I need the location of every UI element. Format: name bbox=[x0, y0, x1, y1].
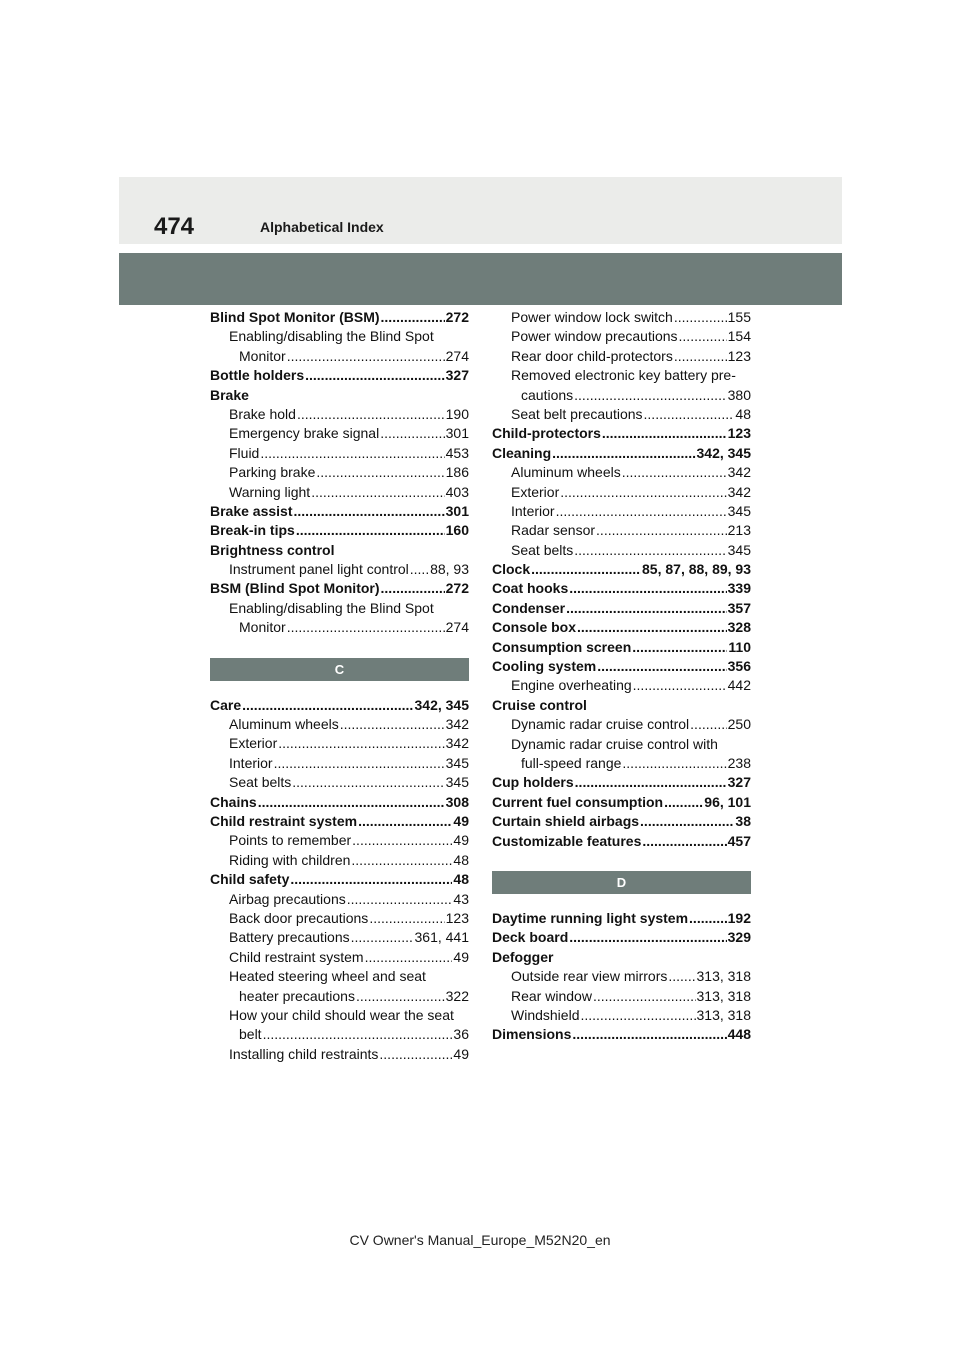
index-term: belt bbox=[239, 1026, 262, 1043]
index-entry bbox=[210, 444, 469, 463]
dot-leader bbox=[597, 657, 726, 676]
index-term: Care bbox=[210, 696, 242, 713]
page-ref[interactable]: 88, 93 bbox=[430, 561, 469, 578]
index-term: Brightness control bbox=[210, 541, 335, 558]
index-term: Instrument panel light control bbox=[229, 561, 409, 578]
index-term: Clock bbox=[492, 561, 531, 578]
dot-leader bbox=[311, 483, 444, 502]
index-entry bbox=[210, 308, 469, 327]
index-entry bbox=[210, 773, 469, 792]
index-term: Back door precautions bbox=[229, 909, 369, 926]
index-entry bbox=[492, 579, 751, 598]
dot-leader bbox=[572, 1025, 726, 1044]
index-term: Break-in tips bbox=[210, 522, 295, 539]
page-ref[interactable]: 329 bbox=[727, 929, 751, 946]
page-ref[interactable]: 250 bbox=[727, 716, 751, 733]
index-entry bbox=[492, 987, 751, 1006]
index-entry bbox=[210, 696, 469, 715]
dot-leader bbox=[674, 347, 727, 366]
index-term: Enabling/disabling the Blind Spot bbox=[229, 328, 434, 345]
index-entry bbox=[492, 366, 751, 385]
index-entry bbox=[492, 541, 751, 560]
index-term: Blind Spot Monitor (BSM) bbox=[210, 309, 380, 325]
index-entry bbox=[210, 618, 469, 637]
page-ref[interactable]: 327 bbox=[445, 367, 469, 384]
index-entry bbox=[210, 386, 469, 405]
page-ref[interactable]: 154 bbox=[727, 328, 751, 345]
letter-header: D bbox=[492, 871, 751, 894]
index-entry bbox=[210, 948, 469, 967]
index-term: Child-protectors bbox=[492, 425, 601, 442]
dot-leader bbox=[287, 347, 445, 366]
index-entry bbox=[210, 909, 469, 928]
index-term: Battery precautions bbox=[229, 929, 350, 946]
page-ref[interactable]: 190 bbox=[445, 405, 469, 422]
page-ref[interactable]: 308 bbox=[445, 793, 469, 810]
dot-leader bbox=[577, 618, 727, 637]
dot-leader bbox=[340, 715, 445, 734]
index-term: Power window lock switch bbox=[511, 309, 673, 325]
index-term: Child restraint system bbox=[210, 812, 358, 829]
dot-leader bbox=[297, 405, 445, 424]
page-ref[interactable]: 328 bbox=[727, 619, 751, 636]
index-term: Installing child restraints bbox=[229, 1045, 379, 1062]
index-entry bbox=[492, 1025, 751, 1044]
page-ref[interactable]: 123 bbox=[727, 347, 751, 364]
index-entry bbox=[492, 327, 751, 346]
page-ref[interactable]: 238 bbox=[727, 754, 751, 771]
page-ref[interactable]: 48 bbox=[453, 871, 469, 888]
index-term: How your child should wear the seat bbox=[229, 1006, 454, 1023]
index-term: Points to remember bbox=[229, 832, 352, 849]
page-ref[interactable]: 272 bbox=[445, 309, 469, 325]
dot-leader bbox=[640, 812, 734, 831]
index-entry bbox=[492, 308, 751, 327]
index-term: Emergency brake signal bbox=[229, 425, 380, 442]
page-ref[interactable]: 457 bbox=[727, 832, 751, 849]
dot-leader bbox=[274, 754, 445, 773]
page-ref[interactable]: 186 bbox=[445, 464, 469, 481]
index-term: Dynamic radar cruise control bbox=[511, 716, 690, 733]
letter-header: C bbox=[210, 658, 469, 681]
dot-leader bbox=[380, 424, 444, 443]
dot-leader bbox=[263, 1025, 453, 1044]
page-ref[interactable]: 313, 318 bbox=[696, 987, 751, 1004]
index-entry bbox=[210, 502, 469, 521]
dot-leader bbox=[574, 386, 726, 405]
index-entry bbox=[210, 560, 469, 579]
dot-leader bbox=[296, 521, 445, 540]
section-title: Alphabetical Index bbox=[260, 219, 384, 235]
page-ref[interactable]: 123 bbox=[445, 909, 469, 926]
page-ref[interactable]: 49 bbox=[453, 948, 469, 965]
page-ref[interactable]: 313, 318 bbox=[696, 968, 751, 985]
dot-leader bbox=[381, 579, 445, 598]
page-ref[interactable]: 110 bbox=[728, 638, 751, 655]
index-term: Warning light bbox=[229, 483, 311, 500]
dot-leader bbox=[596, 521, 727, 540]
dot-leader bbox=[365, 948, 453, 967]
index-entry bbox=[210, 327, 469, 346]
index-entry bbox=[210, 870, 469, 889]
index-entry bbox=[210, 812, 469, 831]
page-ref[interactable]: 272 bbox=[445, 580, 469, 597]
index-entry bbox=[210, 987, 469, 1006]
index-entry bbox=[492, 463, 751, 482]
dot-leader bbox=[642, 832, 726, 851]
dot-leader bbox=[674, 308, 727, 327]
index-term: Power window precautions bbox=[511, 328, 678, 345]
index-entry bbox=[492, 967, 751, 986]
dot-leader bbox=[381, 308, 445, 327]
page-ref[interactable]: 96, 101 bbox=[704, 793, 751, 810]
page-ref[interactable]: 345 bbox=[727, 502, 751, 519]
index-entry bbox=[210, 734, 469, 753]
dot-leader bbox=[316, 463, 444, 482]
index-term: Airbag precautions bbox=[229, 890, 346, 907]
index-term: Dimensions bbox=[492, 1026, 572, 1043]
index-entry bbox=[210, 1045, 469, 1064]
index-entry bbox=[210, 1025, 469, 1044]
page-ref[interactable]: 38 bbox=[735, 813, 751, 830]
index-entry bbox=[210, 463, 469, 482]
index-term: Rear door child-protectors bbox=[511, 347, 673, 364]
index-entry bbox=[492, 521, 751, 540]
index-entry bbox=[492, 502, 751, 521]
page-ref[interactable]: 160 bbox=[445, 522, 469, 539]
dot-leader bbox=[356, 987, 445, 1006]
dot-leader bbox=[410, 560, 429, 579]
page-ref[interactable]: 213 bbox=[727, 522, 751, 539]
page-ref[interactable]: 342 bbox=[727, 464, 751, 481]
dot-leader bbox=[379, 1045, 452, 1064]
dot-leader bbox=[294, 502, 445, 521]
dot-leader bbox=[632, 638, 727, 657]
page-ref[interactable]: 48 bbox=[735, 405, 751, 422]
index-term: Rear window bbox=[511, 987, 592, 1004]
index-term: cautions bbox=[521, 386, 574, 403]
dot-leader bbox=[593, 987, 696, 1006]
index-term: Removed electronic key battery pre- bbox=[511, 367, 736, 384]
dot-leader bbox=[690, 715, 726, 734]
page-ref[interactable]: 345 bbox=[445, 754, 469, 771]
index-entry bbox=[492, 773, 751, 792]
index-entry bbox=[210, 851, 469, 870]
dot-leader bbox=[580, 1006, 695, 1025]
index-entry bbox=[210, 579, 469, 598]
index-entry bbox=[492, 735, 751, 754]
page-number: 474 bbox=[153, 213, 195, 240]
page-ref[interactable]: 49 bbox=[453, 1045, 469, 1062]
index-term: Monitor bbox=[239, 347, 286, 364]
index-term: Fluid bbox=[229, 444, 260, 461]
index-entry bbox=[492, 599, 751, 618]
index-entry bbox=[210, 715, 469, 734]
index-term: Child safety bbox=[210, 871, 290, 888]
index-entry bbox=[492, 754, 751, 773]
dot-leader bbox=[622, 754, 726, 773]
dot-leader bbox=[287, 618, 445, 637]
index-term: Aluminum wheels bbox=[229, 716, 339, 733]
page-ref[interactable]: 123 bbox=[727, 425, 751, 442]
index-term: Deck board bbox=[492, 929, 569, 946]
page-ref[interactable]: 313, 318 bbox=[696, 1006, 751, 1023]
index-term: full-speed range bbox=[521, 754, 622, 771]
index-entry bbox=[210, 366, 469, 385]
index-entry bbox=[492, 928, 751, 947]
dot-leader bbox=[278, 734, 444, 753]
index-entry bbox=[492, 715, 751, 734]
dot-leader bbox=[689, 909, 727, 928]
dot-leader bbox=[258, 793, 445, 812]
index-column-right bbox=[492, 308, 751, 1045]
page-ref[interactable]: 345 bbox=[445, 774, 469, 791]
index-term: Chains bbox=[210, 793, 257, 810]
page-ref[interactable]: 274 bbox=[445, 619, 469, 636]
index-entry bbox=[210, 754, 469, 773]
index-term: Consumption screen bbox=[492, 638, 632, 655]
index-term: Cleaning bbox=[492, 444, 552, 461]
page-ref[interactable]: 453 bbox=[445, 444, 469, 461]
index-term: BSM (Blind Spot Monitor) bbox=[210, 580, 380, 597]
index-entry bbox=[492, 347, 751, 366]
dot-leader bbox=[569, 579, 726, 598]
dot-leader bbox=[574, 541, 726, 560]
page-ref[interactable]: 345 bbox=[727, 541, 751, 558]
dot-leader bbox=[556, 502, 727, 521]
index-term: Monitor bbox=[239, 619, 286, 636]
page-ref[interactable]: 342 bbox=[727, 483, 751, 500]
dot-leader bbox=[351, 851, 452, 870]
page-ref[interactable]: 357 bbox=[727, 599, 751, 616]
dot-leader bbox=[602, 424, 727, 443]
dot-leader bbox=[369, 909, 444, 928]
index-entry bbox=[492, 657, 751, 676]
page-ref[interactable]: 403 bbox=[445, 483, 469, 500]
index-term: Brake hold bbox=[229, 405, 296, 422]
dot-leader bbox=[260, 444, 444, 463]
dot-leader bbox=[575, 773, 727, 792]
index-entry bbox=[210, 890, 469, 909]
index-entry bbox=[492, 638, 751, 657]
dot-leader bbox=[633, 676, 727, 695]
page-ref[interactable]: 380 bbox=[727, 386, 751, 403]
page-ref[interactable]: 192 bbox=[727, 909, 751, 926]
index-term: Bottle holders bbox=[210, 367, 305, 384]
index-entry bbox=[210, 483, 469, 502]
dot-leader bbox=[552, 444, 695, 463]
index-entry bbox=[492, 560, 751, 579]
page-ref[interactable]: 274 bbox=[445, 347, 469, 364]
index-entry bbox=[210, 928, 469, 947]
index-column-left bbox=[210, 308, 469, 1064]
index-term: Child restraint system bbox=[229, 948, 364, 965]
index-entry bbox=[492, 483, 751, 502]
index-term: Brake assist bbox=[210, 502, 293, 519]
index-entry bbox=[492, 812, 751, 831]
index-entry bbox=[210, 541, 469, 560]
index-term: Brake bbox=[210, 386, 249, 403]
index-term: Riding with children bbox=[229, 851, 351, 868]
index-term: Aluminum wheels bbox=[511, 464, 621, 481]
index-term: Parking brake bbox=[229, 464, 316, 481]
index-term: Current fuel consumption bbox=[492, 793, 664, 810]
page-ref[interactable]: 342 bbox=[445, 716, 469, 733]
page-ref[interactable]: 49 bbox=[453, 832, 469, 849]
footer-text: CV Owner's Manual_Europe_M52N20_en bbox=[349, 1232, 611, 1248]
index-term: Defogger bbox=[492, 948, 554, 965]
index-entry bbox=[210, 424, 469, 443]
index-term: Seat belt precautions bbox=[511, 405, 643, 422]
page-ref[interactable]: 342 bbox=[445, 735, 469, 752]
index-entry bbox=[492, 948, 751, 967]
index-term: Dynamic radar cruise control with bbox=[511, 735, 718, 752]
index-term: Cruise control bbox=[492, 696, 587, 713]
index-entry bbox=[210, 793, 469, 812]
dot-leader bbox=[560, 483, 726, 502]
page-ref[interactable]: 356 bbox=[727, 658, 751, 675]
index-term: Windshield bbox=[511, 1006, 580, 1023]
index-term: Radar sensor bbox=[511, 522, 596, 539]
index-entry bbox=[210, 521, 469, 540]
dot-leader bbox=[664, 793, 703, 812]
index-entry bbox=[492, 696, 751, 715]
index-entry bbox=[492, 676, 751, 695]
index-entry bbox=[210, 347, 469, 366]
index-term: Cooling system bbox=[492, 658, 597, 675]
index-term: Cup holders bbox=[492, 774, 574, 791]
index-term: Enabling/disabling the Blind Spot bbox=[229, 599, 434, 616]
page-ref[interactable]: 43 bbox=[453, 890, 469, 907]
page-ref[interactable]: 339 bbox=[727, 580, 751, 597]
index-term: heater precautions bbox=[239, 987, 355, 1004]
dot-leader bbox=[292, 773, 444, 792]
index-term: Seat belts bbox=[229, 774, 292, 791]
index-term: Engine overheating bbox=[511, 677, 632, 694]
dot-leader bbox=[531, 560, 641, 579]
dot-leader bbox=[566, 599, 727, 618]
index-term: Daytime running light system bbox=[492, 909, 689, 926]
page-ref[interactable]: 301 bbox=[445, 502, 469, 519]
index-term: Condenser bbox=[492, 599, 566, 616]
page-ref[interactable]: 155 bbox=[727, 309, 751, 325]
page-ref[interactable]: 361, 441 bbox=[414, 929, 469, 946]
dot-leader bbox=[352, 831, 452, 850]
index-term: Console box bbox=[492, 619, 577, 636]
index-term: Interior bbox=[229, 754, 273, 771]
dot-leader bbox=[347, 890, 453, 909]
dot-leader bbox=[290, 870, 452, 889]
index-term: Outside rear view mirrors bbox=[511, 968, 668, 985]
dot-leader bbox=[358, 812, 452, 831]
dot-leader bbox=[242, 696, 413, 715]
index-entry bbox=[492, 1006, 751, 1025]
page-ref[interactable]: 301 bbox=[445, 425, 469, 442]
index-entry bbox=[210, 967, 469, 986]
dot-leader bbox=[679, 327, 727, 346]
index-term: Heated steering wheel and seat bbox=[229, 968, 426, 985]
index-term: Coat hooks bbox=[492, 580, 569, 597]
index-term: Exterior bbox=[511, 483, 560, 500]
index-term: Exterior bbox=[229, 735, 278, 752]
dot-leader bbox=[569, 928, 726, 947]
index-entry bbox=[492, 424, 751, 443]
index-entry bbox=[210, 599, 469, 618]
index-term: Seat belts bbox=[511, 541, 574, 558]
dot-leader bbox=[644, 405, 735, 424]
page-ref[interactable]: 49 bbox=[453, 812, 469, 829]
dot-leader bbox=[668, 967, 695, 986]
page-ref[interactable]: 327 bbox=[727, 774, 751, 791]
index-entry bbox=[492, 405, 751, 424]
index-entry bbox=[492, 444, 751, 463]
dot-leader bbox=[622, 463, 727, 482]
dot-leader bbox=[351, 928, 414, 947]
page-ref[interactable]: 48 bbox=[453, 851, 469, 868]
index-entry bbox=[492, 386, 751, 405]
index-entry bbox=[492, 832, 751, 851]
page-ref[interactable]: 448 bbox=[727, 1026, 751, 1043]
section-bar bbox=[119, 253, 842, 305]
index-entry bbox=[492, 793, 751, 812]
index-term: Interior bbox=[511, 502, 555, 519]
page-ref[interactable]: 442 bbox=[727, 677, 751, 694]
page-ref[interactable]: 342, 345 bbox=[414, 696, 469, 713]
page-ref[interactable]: 342, 345 bbox=[696, 444, 751, 461]
index-entry bbox=[210, 405, 469, 424]
index-entry bbox=[210, 1006, 469, 1025]
index-entry bbox=[492, 618, 751, 637]
page-ref[interactable]: 85, 87, 88, 89, 93 bbox=[642, 561, 751, 578]
index-term: Curtain shield airbags bbox=[492, 813, 640, 830]
page-ref[interactable]: 322 bbox=[445, 987, 469, 1004]
dot-leader bbox=[305, 366, 445, 385]
index-term: Customizable features bbox=[492, 832, 642, 849]
page-ref[interactable]: 36 bbox=[453, 1026, 469, 1043]
index-entry bbox=[492, 909, 751, 928]
index-entry bbox=[210, 831, 469, 850]
